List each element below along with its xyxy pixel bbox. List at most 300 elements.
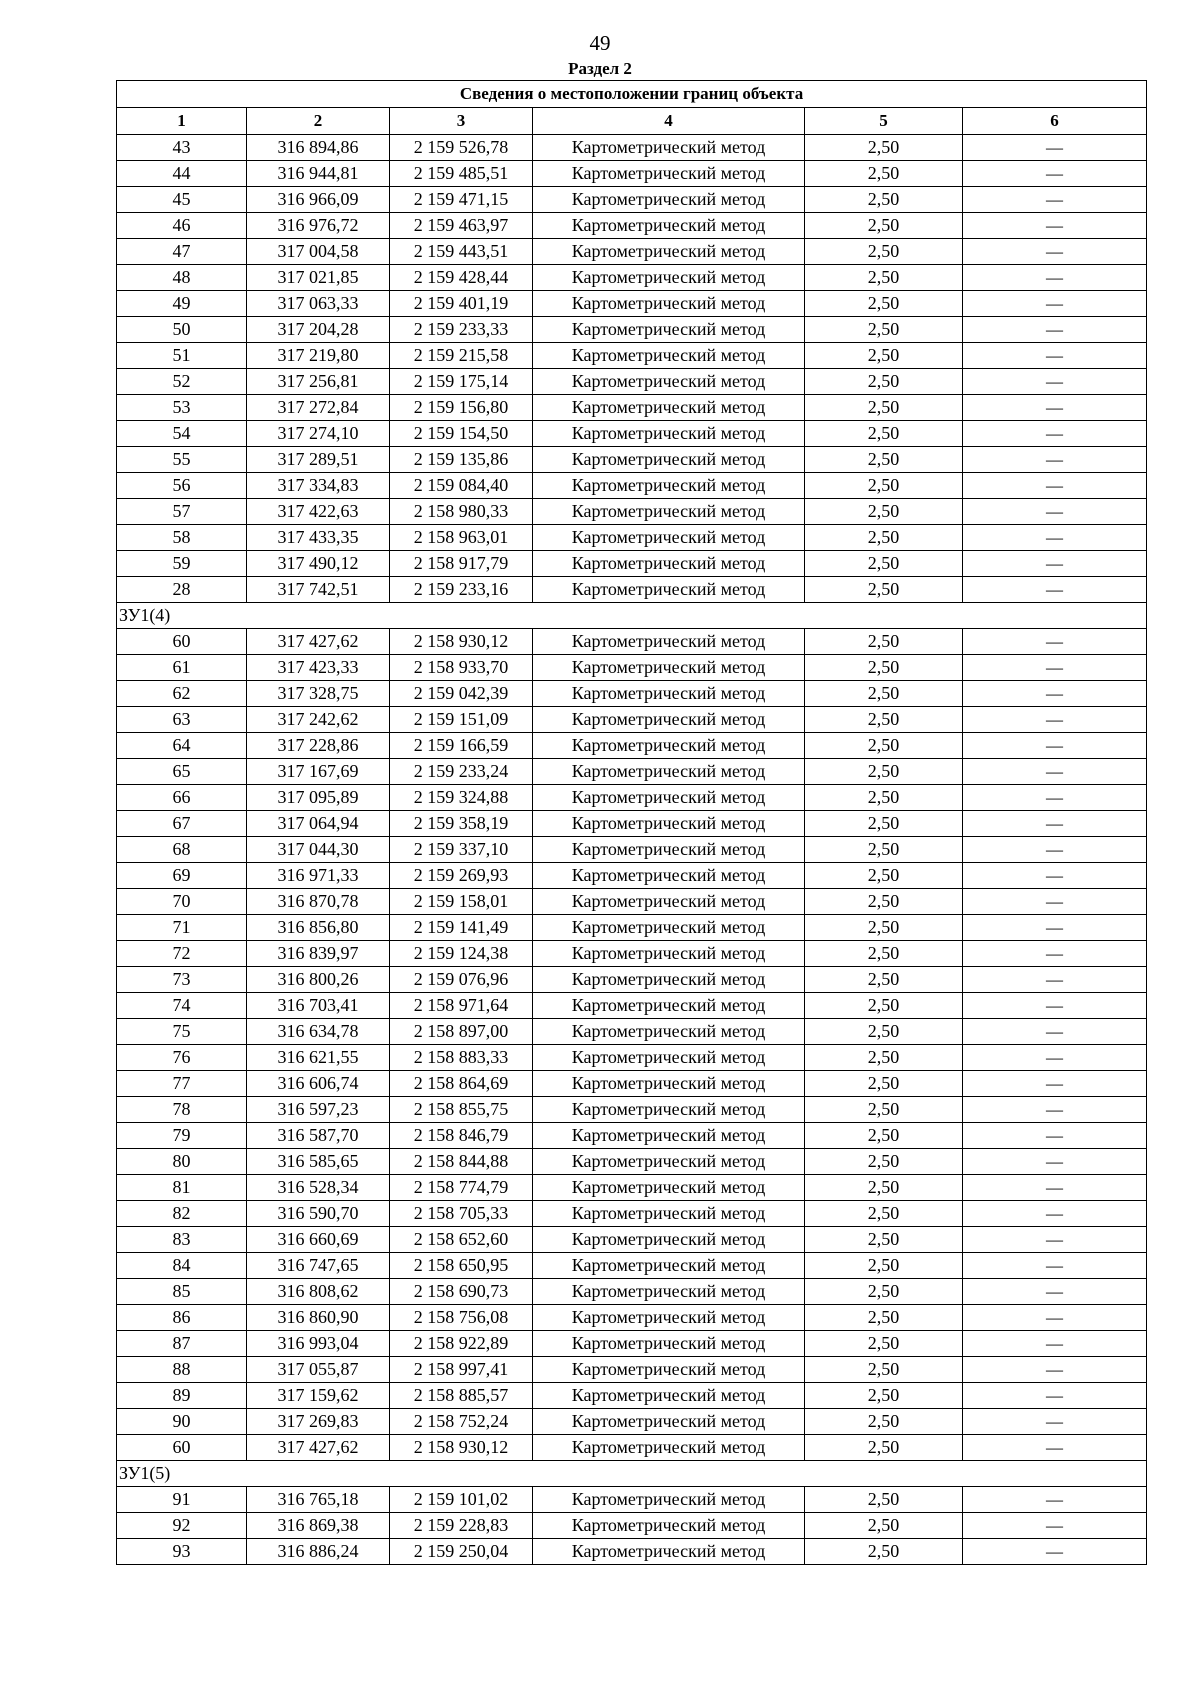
coordinate-x-cell: 317 204,28: [247, 317, 390, 343]
accuracy-cell: 2,50: [805, 369, 963, 395]
table-row: [117, 733, 1147, 759]
table-row: [117, 1357, 1147, 1383]
coordinate-x-cell: 316 585,65: [247, 1149, 390, 1175]
coordinate-y-cell: 2 159 401,19: [390, 291, 533, 317]
coordinate-y-cell: 2 159 228,83: [390, 1513, 533, 1539]
coordinate-y-cell: 2 159 485,51: [390, 161, 533, 187]
method-cell: Картометрический метод: [533, 759, 805, 785]
coordinate-y-cell: 2 159 337,10: [390, 837, 533, 863]
table-row: [117, 473, 1147, 499]
description-cell: —: [963, 369, 1147, 395]
method-cell: Картометрический метод: [533, 1305, 805, 1331]
table-row: [117, 239, 1147, 265]
point-number-cell: 50: [117, 317, 247, 343]
point-number-cell: 81: [117, 1175, 247, 1201]
page-number: 49: [589, 31, 611, 55]
description-cell: —: [963, 889, 1147, 915]
description-cell: —: [963, 499, 1147, 525]
coordinate-y-cell: 2 159 156,80: [390, 395, 533, 421]
accuracy-cell: 2,50: [805, 1019, 963, 1045]
description-cell: —: [963, 213, 1147, 239]
description-cell: —: [963, 1279, 1147, 1305]
point-number-cell: 65: [117, 759, 247, 785]
point-number-cell: 84: [117, 1253, 247, 1279]
table-row: [117, 395, 1147, 421]
column-header: 4: [533, 108, 805, 135]
description-cell: —: [963, 837, 1147, 863]
coordinate-x-cell: 317 159,62: [247, 1383, 390, 1409]
table-row: [117, 785, 1147, 811]
description-cell: —: [963, 967, 1147, 993]
point-number-cell: 70: [117, 889, 247, 915]
method-cell: Картометрический метод: [533, 239, 805, 265]
coordinate-y-cell: 2 158 690,73: [390, 1279, 533, 1305]
description-cell: —: [963, 1227, 1147, 1253]
description-cell: —: [963, 1045, 1147, 1071]
coordinate-y-cell: 2 159 233,16: [390, 577, 533, 603]
accuracy-cell: 2,50: [805, 551, 963, 577]
accuracy-cell: 2,50: [805, 317, 963, 343]
point-number-cell: 73: [117, 967, 247, 993]
point-number-cell: 69: [117, 863, 247, 889]
accuracy-cell: 2,50: [805, 1175, 963, 1201]
method-cell: Картометрический метод: [533, 1071, 805, 1097]
method-cell: Картометрический метод: [533, 629, 805, 655]
point-number-cell: 77: [117, 1071, 247, 1097]
table-row: [117, 629, 1147, 655]
description-cell: —: [963, 941, 1147, 967]
coordinate-y-cell: 2 158 930,12: [390, 629, 533, 655]
coordinate-x-cell: 317 004,58: [247, 239, 390, 265]
description-cell: —: [963, 915, 1147, 941]
table-row: [117, 707, 1147, 733]
coordinate-y-cell: 2 159 233,33: [390, 317, 533, 343]
accuracy-cell: 2,50: [805, 265, 963, 291]
table-row: [117, 941, 1147, 967]
description-cell: —: [963, 1331, 1147, 1357]
coordinate-x-cell: 316 870,78: [247, 889, 390, 915]
table-row: [117, 1279, 1147, 1305]
table-row: [117, 343, 1147, 369]
method-cell: Картометрический метод: [533, 213, 805, 239]
table-row: [117, 1123, 1147, 1149]
description-cell: —: [963, 1253, 1147, 1279]
accuracy-cell: 2,50: [805, 837, 963, 863]
description-cell: —: [963, 1435, 1147, 1461]
accuracy-cell: 2,50: [805, 863, 963, 889]
method-cell: Картометрический метод: [533, 369, 805, 395]
coordinate-x-cell: 316 869,38: [247, 1513, 390, 1539]
coordinate-y-cell: 2 159 471,15: [390, 187, 533, 213]
group-label-row: [117, 603, 1147, 629]
coordinate-y-cell: 2 159 175,14: [390, 369, 533, 395]
table-row: [117, 499, 1147, 525]
point-number-cell: 86: [117, 1305, 247, 1331]
description-cell: —: [963, 161, 1147, 187]
accuracy-cell: 2,50: [805, 1357, 963, 1383]
section-title: Раздел 2: [568, 59, 632, 78]
description-cell: —: [963, 785, 1147, 811]
point-number-cell: 91: [117, 1487, 247, 1513]
coordinate-y-cell: 2 159 154,50: [390, 421, 533, 447]
table-row: [117, 317, 1147, 343]
coordinate-x-cell: 316 765,18: [247, 1487, 390, 1513]
accuracy-cell: 2,50: [805, 577, 963, 603]
method-cell: Картометрический метод: [533, 837, 805, 863]
group-label: ЗУ1(5): [117, 1461, 1147, 1487]
coordinate-y-cell: 2 159 084,40: [390, 473, 533, 499]
point-number-cell: 60: [117, 629, 247, 655]
method-cell: Картометрический метод: [533, 1045, 805, 1071]
accuracy-cell: 2,50: [805, 993, 963, 1019]
description-cell: —: [963, 187, 1147, 213]
coordinate-x-cell: 316 747,65: [247, 1253, 390, 1279]
accuracy-cell: 2,50: [805, 915, 963, 941]
method-cell: Картометрический метод: [533, 733, 805, 759]
accuracy-cell: 2,50: [805, 525, 963, 551]
coordinate-x-cell: 317 289,51: [247, 447, 390, 473]
accuracy-cell: 2,50: [805, 343, 963, 369]
description-cell: —: [963, 993, 1147, 1019]
description-cell: —: [963, 1071, 1147, 1097]
point-number-cell: 92: [117, 1513, 247, 1539]
column-header: 3: [390, 108, 533, 135]
method-cell: Картометрический метод: [533, 499, 805, 525]
coordinate-y-cell: 2 159 166,59: [390, 733, 533, 759]
coordinate-x-cell: 317 064,94: [247, 811, 390, 837]
method-cell: Картометрический метод: [533, 187, 805, 213]
table-row: [117, 681, 1147, 707]
coordinate-x-cell: 317 044,30: [247, 837, 390, 863]
accuracy-cell: 2,50: [805, 1305, 963, 1331]
method-cell: Картометрический метод: [533, 967, 805, 993]
point-number-cell: 62: [117, 681, 247, 707]
coordinate-y-cell: 2 159 428,44: [390, 265, 533, 291]
description-cell: —: [963, 1357, 1147, 1383]
column-header-row: [117, 108, 1147, 135]
method-cell: Картометрический метод: [533, 1175, 805, 1201]
accuracy-cell: 2,50: [805, 1409, 963, 1435]
method-cell: Картометрический метод: [533, 1253, 805, 1279]
table-row: [117, 967, 1147, 993]
accuracy-cell: 2,50: [805, 681, 963, 707]
method-cell: Картометрический метод: [533, 1383, 805, 1409]
accuracy-cell: 2,50: [805, 1435, 963, 1461]
coordinate-x-cell: 317 269,83: [247, 1409, 390, 1435]
coordinate-y-cell: 2 158 971,64: [390, 993, 533, 1019]
coordinate-x-cell: 316 993,04: [247, 1331, 390, 1357]
table-row: [117, 1045, 1147, 1071]
point-number-cell: 59: [117, 551, 247, 577]
coordinate-x-cell: 317 433,35: [247, 525, 390, 551]
description-cell: —: [963, 1487, 1147, 1513]
accuracy-cell: 2,50: [805, 811, 963, 837]
description-cell: —: [963, 395, 1147, 421]
point-number-cell: 28: [117, 577, 247, 603]
method-cell: Картометрический метод: [533, 811, 805, 837]
table-row: [117, 1305, 1147, 1331]
accuracy-cell: 2,50: [805, 161, 963, 187]
point-number-cell: 48: [117, 265, 247, 291]
coordinate-y-cell: 2 158 980,33: [390, 499, 533, 525]
table-row: [117, 1071, 1147, 1097]
coordinate-y-cell: 2 158 864,69: [390, 1071, 533, 1097]
description-cell: —: [963, 1175, 1147, 1201]
point-number-cell: 75: [117, 1019, 247, 1045]
method-cell: Картометрический метод: [533, 1357, 805, 1383]
table-row: [117, 1175, 1147, 1201]
description-cell: —: [963, 473, 1147, 499]
table-row: [117, 135, 1147, 161]
method-cell: Картометрический метод: [533, 421, 805, 447]
table-row: [117, 1201, 1147, 1227]
method-cell: Картометрический метод: [533, 915, 805, 941]
coordinate-y-cell: 2 158 756,08: [390, 1305, 533, 1331]
description-cell: —: [963, 525, 1147, 551]
coordinate-x-cell: 317 423,33: [247, 655, 390, 681]
accuracy-cell: 2,50: [805, 499, 963, 525]
method-cell: Картометрический метод: [533, 1227, 805, 1253]
point-number-cell: 80: [117, 1149, 247, 1175]
point-number-cell: 83: [117, 1227, 247, 1253]
table-row: [117, 291, 1147, 317]
coordinate-x-cell: 316 808,62: [247, 1279, 390, 1305]
coordinate-x-cell: 316 944,81: [247, 161, 390, 187]
method-cell: Картометрический метод: [533, 889, 805, 915]
method-cell: Картометрический метод: [533, 265, 805, 291]
accuracy-cell: 2,50: [805, 1487, 963, 1513]
table-row: [117, 1383, 1147, 1409]
point-number-cell: 46: [117, 213, 247, 239]
coordinate-y-cell: 2 159 101,02: [390, 1487, 533, 1513]
point-number-cell: 88: [117, 1357, 247, 1383]
description-cell: —: [963, 1123, 1147, 1149]
point-number-cell: 82: [117, 1201, 247, 1227]
table-title-row: [117, 81, 1147, 108]
point-number-cell: 79: [117, 1123, 247, 1149]
table-row: [117, 811, 1147, 837]
point-number-cell: 89: [117, 1383, 247, 1409]
table-row: [117, 187, 1147, 213]
description-cell: —: [963, 681, 1147, 707]
description-cell: —: [963, 1513, 1147, 1539]
table-row: [117, 837, 1147, 863]
accuracy-cell: 2,50: [805, 395, 963, 421]
coordinate-y-cell: 2 159 269,93: [390, 863, 533, 889]
description-cell: —: [963, 265, 1147, 291]
coordinate-y-cell: 2 159 076,96: [390, 967, 533, 993]
coordinate-x-cell: 317 742,51: [247, 577, 390, 603]
coordinate-x-cell: 316 894,86: [247, 135, 390, 161]
method-cell: Картометрический метод: [533, 317, 805, 343]
accuracy-cell: 2,50: [805, 629, 963, 655]
coordinate-x-cell: 316 860,90: [247, 1305, 390, 1331]
point-number-cell: 43: [117, 135, 247, 161]
table-row: [117, 161, 1147, 187]
table-row: [117, 447, 1147, 473]
coordinate-x-cell: 316 971,33: [247, 863, 390, 889]
coordinate-x-cell: 317 422,63: [247, 499, 390, 525]
point-number-cell: 85: [117, 1279, 247, 1305]
point-number-cell: 66: [117, 785, 247, 811]
description-cell: —: [963, 135, 1147, 161]
point-number-cell: 67: [117, 811, 247, 837]
coordinate-x-cell: 317 274,10: [247, 421, 390, 447]
accuracy-cell: 2,50: [805, 1513, 963, 1539]
point-number-cell: 64: [117, 733, 247, 759]
method-cell: Картометрический метод: [533, 291, 805, 317]
method-cell: Картометрический метод: [533, 655, 805, 681]
table-row: [117, 1409, 1147, 1435]
description-cell: —: [963, 733, 1147, 759]
coordinate-x-cell: 317 427,62: [247, 1435, 390, 1461]
coordinate-x-cell: 317 228,86: [247, 733, 390, 759]
coordinate-x-cell: 317 334,83: [247, 473, 390, 499]
table-row: [117, 1487, 1147, 1513]
point-number-cell: 53: [117, 395, 247, 421]
method-cell: Картометрический метод: [533, 1331, 805, 1357]
point-number-cell: 51: [117, 343, 247, 369]
method-cell: Картометрический метод: [533, 707, 805, 733]
accuracy-cell: 2,50: [805, 239, 963, 265]
coordinate-x-cell: 316 634,78: [247, 1019, 390, 1045]
coordinate-x-cell: 316 703,41: [247, 993, 390, 1019]
table-row: [117, 1253, 1147, 1279]
coordinate-y-cell: 2 158 705,33: [390, 1201, 533, 1227]
coordinate-x-cell: 316 590,70: [247, 1201, 390, 1227]
accuracy-cell: 2,50: [805, 1149, 963, 1175]
coordinate-x-cell: 316 966,09: [247, 187, 390, 213]
description-cell: —: [963, 1149, 1147, 1175]
accuracy-cell: 2,50: [805, 1201, 963, 1227]
description-cell: —: [963, 577, 1147, 603]
column-header: 1: [117, 108, 247, 135]
coordinate-y-cell: 2 159 042,39: [390, 681, 533, 707]
coordinate-y-cell: 2 159 250,04: [390, 1539, 533, 1565]
accuracy-cell: 2,50: [805, 655, 963, 681]
coordinate-y-cell: 2 158 883,33: [390, 1045, 533, 1071]
method-cell: Картометрический метод: [533, 473, 805, 499]
point-number-cell: 93: [117, 1539, 247, 1565]
coordinate-x-cell: 316 976,72: [247, 213, 390, 239]
table-row: [117, 863, 1147, 889]
coordinate-y-cell: 2 159 141,49: [390, 915, 533, 941]
table-row: [117, 213, 1147, 239]
method-cell: Картометрический метод: [533, 1097, 805, 1123]
point-number-cell: 63: [117, 707, 247, 733]
point-number-cell: 87: [117, 1331, 247, 1357]
coordinate-x-cell: 317 242,62: [247, 707, 390, 733]
coordinate-y-cell: 2 158 963,01: [390, 525, 533, 551]
description-cell: —: [963, 655, 1147, 681]
point-number-cell: 76: [117, 1045, 247, 1071]
table-row: [117, 915, 1147, 941]
method-cell: Картометрический метод: [533, 1019, 805, 1045]
method-cell: Картометрический метод: [533, 1435, 805, 1461]
coordinate-x-cell: 317 427,62: [247, 629, 390, 655]
coordinate-x-cell: 317 095,89: [247, 785, 390, 811]
table-row: [117, 551, 1147, 577]
table-title: Сведения о местоположении границ объекта: [117, 81, 1147, 108]
accuracy-cell: 2,50: [805, 135, 963, 161]
description-cell: —: [963, 421, 1147, 447]
method-cell: Картометрический метод: [533, 993, 805, 1019]
point-number-cell: 74: [117, 993, 247, 1019]
accuracy-cell: 2,50: [805, 1539, 963, 1565]
table-row: [117, 889, 1147, 915]
coordinate-x-cell: 317 219,80: [247, 343, 390, 369]
coordinate-x-cell: 317 021,85: [247, 265, 390, 291]
method-cell: Картометрический метод: [533, 447, 805, 473]
description-cell: —: [963, 759, 1147, 785]
coordinate-y-cell: 2 158 844,88: [390, 1149, 533, 1175]
group-label: ЗУ1(4): [117, 603, 1147, 629]
accuracy-cell: 2,50: [805, 941, 963, 967]
table-row: [117, 993, 1147, 1019]
method-cell: Картометрический метод: [533, 1409, 805, 1435]
description-cell: —: [963, 1305, 1147, 1331]
point-number-cell: 71: [117, 915, 247, 941]
description-cell: —: [963, 239, 1147, 265]
coordinate-y-cell: 2 158 650,95: [390, 1253, 533, 1279]
method-cell: Картометрический метод: [533, 681, 805, 707]
coordinate-y-cell: 2 159 151,09: [390, 707, 533, 733]
accuracy-cell: 2,50: [805, 1123, 963, 1149]
method-cell: Картометрический метод: [533, 1513, 805, 1539]
description-cell: —: [963, 343, 1147, 369]
coordinate-x-cell: 317 256,81: [247, 369, 390, 395]
accuracy-cell: 2,50: [805, 421, 963, 447]
point-number-cell: 72: [117, 941, 247, 967]
point-number-cell: 55: [117, 447, 247, 473]
description-cell: —: [963, 291, 1147, 317]
table-row: [117, 421, 1147, 447]
description-cell: —: [963, 1383, 1147, 1409]
method-cell: Картометрический метод: [533, 135, 805, 161]
point-number-cell: 61: [117, 655, 247, 681]
coordinate-y-cell: 2 158 774,79: [390, 1175, 533, 1201]
description-cell: —: [963, 1539, 1147, 1565]
coordinate-y-cell: 2 159 526,78: [390, 135, 533, 161]
point-number-cell: 47: [117, 239, 247, 265]
point-number-cell: 68: [117, 837, 247, 863]
accuracy-cell: 2,50: [805, 1227, 963, 1253]
point-number-cell: 52: [117, 369, 247, 395]
method-cell: Картометрический метод: [533, 161, 805, 187]
coordinate-x-cell: 317 167,69: [247, 759, 390, 785]
accuracy-cell: 2,50: [805, 1279, 963, 1305]
table-row: [117, 1331, 1147, 1357]
coordinate-x-cell: 316 587,70: [247, 1123, 390, 1149]
accuracy-cell: 2,50: [805, 1071, 963, 1097]
method-cell: Картометрический метод: [533, 1123, 805, 1149]
accuracy-cell: 2,50: [805, 473, 963, 499]
table-row: [117, 369, 1147, 395]
table-row: [117, 577, 1147, 603]
point-number-cell: 57: [117, 499, 247, 525]
coordinate-y-cell: 2 158 933,70: [390, 655, 533, 681]
coordinate-x-cell: 316 856,80: [247, 915, 390, 941]
description-cell: —: [963, 1097, 1147, 1123]
table-row: [117, 1539, 1147, 1565]
point-number-cell: 90: [117, 1409, 247, 1435]
coordinate-y-cell: 2 159 443,51: [390, 239, 533, 265]
method-cell: Картометрический метод: [533, 941, 805, 967]
table-row: [117, 1513, 1147, 1539]
method-cell: Картометрический метод: [533, 785, 805, 811]
method-cell: Картометрический метод: [533, 1149, 805, 1175]
coordinate-y-cell: 2 158 930,12: [390, 1435, 533, 1461]
